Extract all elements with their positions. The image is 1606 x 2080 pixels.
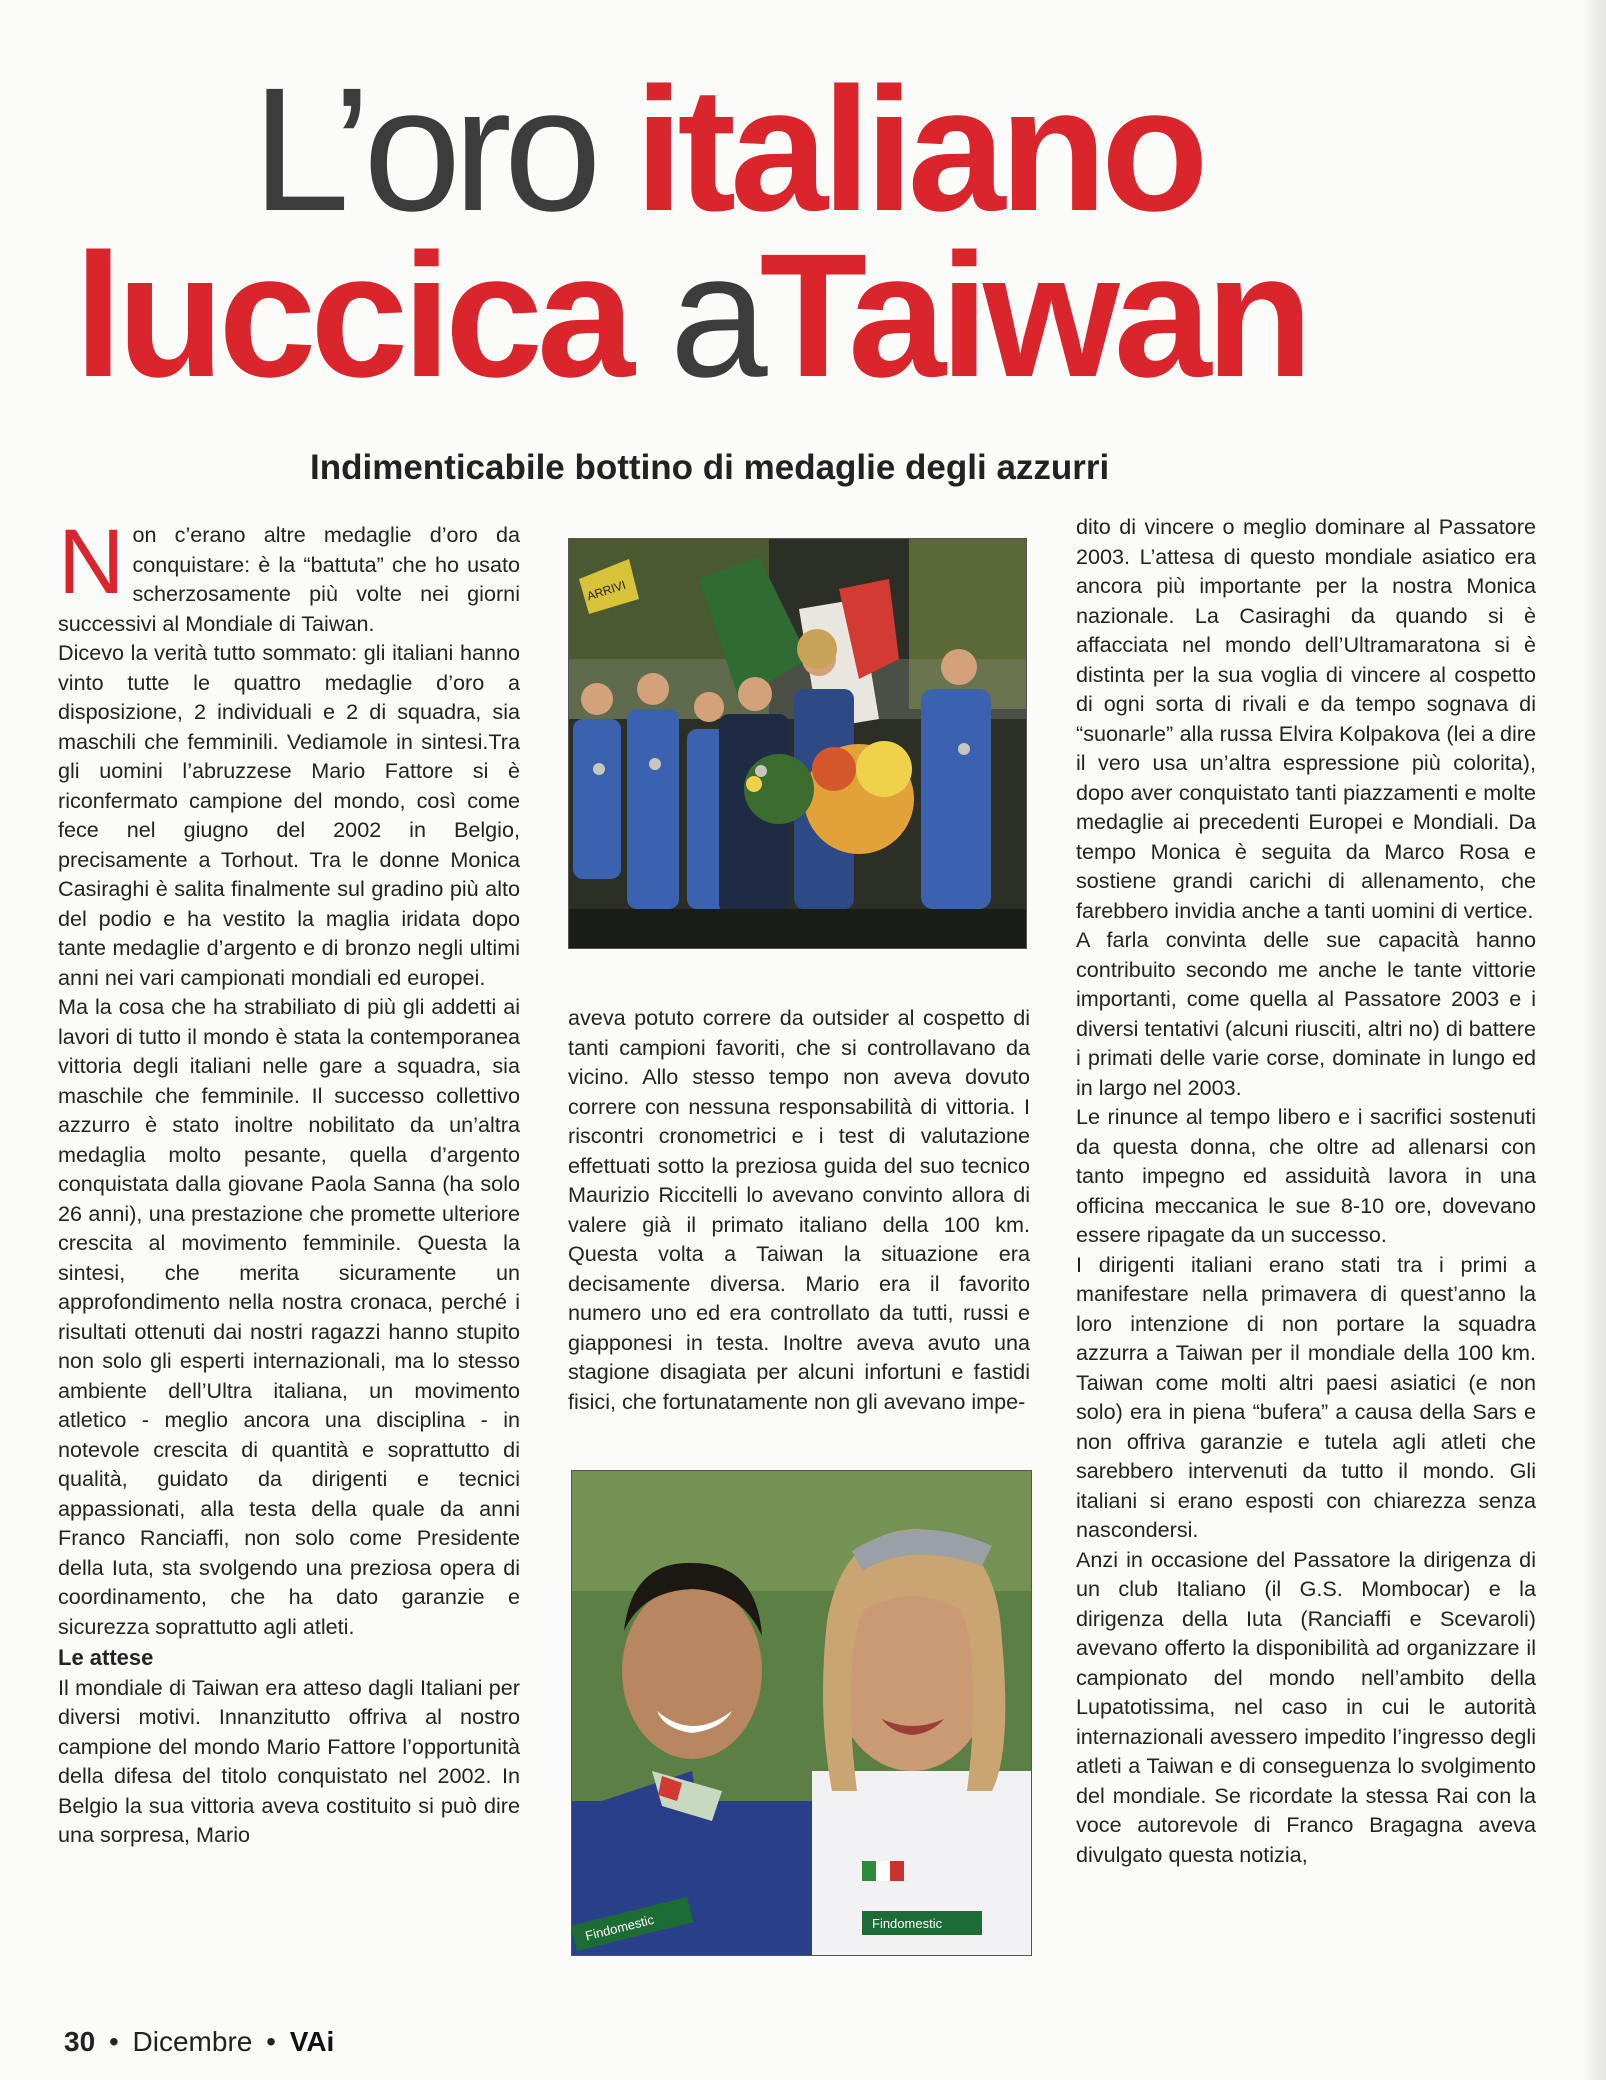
paragraph: Il mondiale di Taiwan era atteso dagli Italiani per diversi motivi. Innanzitutto offriva al nostro campione del mondo Mario Fattore l’opportunità della difesa del titolo conquistato nel 2002. In Belgio la sua vittoria aveva costituito si può dire una sorpresa, Mario <box>58 1674 520 1847</box>
article-title <box>74 52 1544 414</box>
paragraph: Dicevo la verità tutto sommato: gli italiani hanno vinto tutte le quattro medaglie d’oro a disposizione, 2 individuali e 2 di squadra, sia maschili che femminili. Vediamole in sintesi.Tra gli uomini l’abruzzese Mario Fattore si è riconfermato campione del mondo, così come fece nel giugno del 2002 in Belgio, precisamente a Torhout. Tra le donne Monica Casiraghi è salita finalmente sul gradino più alto del podio e ha vestito la maglia iridata dopo tante medaglie d’argento e di bronzo negli ultimi anni nei vari campionati mondiali ed europei. <box>58 640 520 990</box>
paragraph: Anzi in occasione del Passatore la dirigenza di un club Italiano (il G.S. Mombocar) e la dirigenza della Iuta (Ranciaffi e Scevaroli) avevano offerto la disponibilità ad organizzare il campionato del mondo nell’ambito della Lupatotissima, nel caso in cui le autorità internazionali avessero impedito l’ingresso degli atleti a Taiwan e di conseguenza lo svolgimento del mondiale. Se ricordate la stessa Rai con la voce autorevole di Franco Bragagna aveva divulgato questa notizia, <box>1076 1546 1536 1867</box>
title-word-a: a <box>628 218 760 414</box>
paragraph: A farla convinta delle sue capacità hanno contribuito secondo me anche le tante vittorie importanti, come quella al Passatore 2003 e i diversi tentativi (alcuni riusciti, altri no) di battere i primati delle varie corse, dominate in lungo ed in largo nel 2003. <box>1076 927 1536 1100</box>
footer-separator: • <box>108 2026 119 2057</box>
paragraph: aveva potuto correre da outsider al cospetto di tanti campioni favoriti, che si controllavano da vicino. Allo stesso tempo non aveva dovuto correre con nessuna responsabilità di vittoria. I riscontri cronometrici e i test di valutazione effettuati sotto la preziosa guida del suo tecnico Maurizio Riccitelli lo avevano convinto allora di valere già il primato italiano della 100 km. Questa volta a Taiwan la situazione era decisamente diversa. Mario era il favorito numero uno ed era controllato da tutti, russi e giapponesi in testa. Inoltre aveva avuto una stagione disagiata per alcuni infortuni e fastidi fisici, che fortunatamente non gli avevano impe- <box>568 1005 1030 1414</box>
paragraph: dito di vincere o meglio dominare al Passatore 2003. L’attesa di questo mondiale asiatico era ancora più importante per la nostra Monica nazionale. La Casiraghi da quando si è affacciata nel mondo dell’Ultramaratona si è distinta per la sua voglia di vincere al cospetto di ogni sorta di rivali e da tempo sognava di “suonarle” alla russa Elvira Kolpakova (lei a dire il vero usa un’altra espressione più colorita), dopo aver conquistato tanti piazzamenti e molte medaglie ai precedenti Europei e Mondiali. Da tempo Monica è seguita da Marco Rosa e sostiene grandi carichi di allenamento, che farebbero invidia anche a tanti uomini di vertice. <box>1076 514 1536 923</box>
paragraph: Le rinunce al tempo libero e i sacrifici sostenuti da questa donna, che oltre ad allenarsi con tanto impegno ed assiduità lavora in una officina meccanica le sue 8-10 ore, dovevano essere ripagate da un successo. <box>1076 1104 1536 1247</box>
paragraph: I dirigenti italiani erano stati tra i primi a manifestare nella primavera di quest’anno la loro intenzione di non portare la squadra azzurra a Taiwan per il mondiale della 100 km. Taiwan come molti altri paesi asiatici (e non solo) era in piena “bufera” a causa della Sars e non offriva garanzie e tutela agli atleti che sarebbero intervenuti da tutto il mondo. Gli italiani si erano esposti con chiarezza senza nascondersi. <box>1076 1251 1536 1542</box>
page-footer <box>64 2026 334 2058</box>
shirt-sponsor-right: Findomestic <box>872 1916 943 1931</box>
arrivals-sign-text: ARRIVI <box>585 577 628 604</box>
paragraph: Ma la cosa che ha strabiliato di più gli addetti ai lavori di tutto il mondo è stata la contemporanea vittoria degli italiani nelle gare a squadra, sia maschile che femminile. Il successo collettivo azzurro è stato inoltre nobilitato da un’altra medaglia molto pesante, quella d’argento conquistata dalla giovane Paola Sanna (ha solo 26 anni), una prestazione che promette ulteriore crescita al movimento femminile. Questa la sintesi, che merita sicuramente un approfondimento nella nostra cronaca, perché i risultati ottenuti dai nostri ragazzi hanno stupito non solo gli esperti internazionali, ma lo stesso ambiente dell’Ultra italiana, un movimento atletico - meglio ancora una disciplina - in notevole crescita di quantità e soprattutto di qualità, guidato da dirigenti e tecnici appassionati, alla testa della quale da anni Franco Ranciaffi, non solo come Presidente della Iuta, sta svolgendo una preziosa opera di coordinamento, che ha dato garanzie e sicurezza soprattutto agli atleti. <box>58 994 520 1639</box>
title-word-luccica: luccica <box>74 218 629 414</box>
issue-month: Dicembre <box>132 2026 253 2057</box>
title-word-italiano: italiano <box>634 52 1203 248</box>
page-edge-shadow <box>1582 0 1606 2080</box>
article-subtitle: Indimenticabile bottino di medaglie degli azzurri <box>310 448 1110 487</box>
title-word-l-oro: L’oro <box>252 52 635 248</box>
paragraph-text: on c’erano altre medaglie d’oro da conquistare: è la “battuta” che ho usato scherzosamente più volte nei giorni successivi al Mondiale di Taiwan. <box>58 522 520 636</box>
text-column-3 <box>1076 512 1536 1869</box>
athletes-portrait-photo <box>571 1470 1032 1956</box>
text-column-2 <box>568 1003 1030 1416</box>
shirt-sponsor-left: Findomestic <box>583 1911 656 1944</box>
page-number: 30 <box>64 2026 96 2057</box>
team-photo-image <box>569 539 1026 948</box>
text-column-1 <box>58 511 520 1850</box>
title-word-taiwan: Taiwan <box>759 218 1308 414</box>
footer-separator: • <box>266 2026 276 2057</box>
magazine-name: VAi <box>289 2026 335 2057</box>
title-line-2 <box>74 218 1544 414</box>
paragraph <box>58 511 520 638</box>
section-heading: Le attese <box>58 1645 154 1670</box>
title-line-1 <box>252 52 1544 248</box>
drop-cap: N <box>58 511 125 613</box>
athletes-portrait-image <box>572 1471 1031 1955</box>
team-photo <box>568 538 1027 949</box>
